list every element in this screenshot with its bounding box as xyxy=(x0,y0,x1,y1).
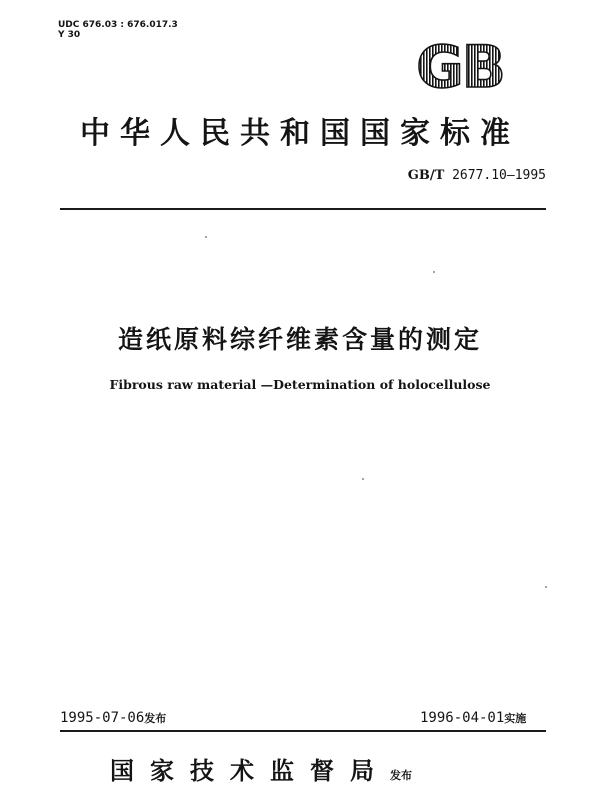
document-title-en: Fibrous raw material —Determination of holocellulose xyxy=(109,377,491,392)
scan-speck xyxy=(545,586,547,588)
scan-speck xyxy=(362,478,364,480)
footer-rule xyxy=(60,730,546,732)
udc-code: UDC 676.03 : 676.017.3 xyxy=(58,20,178,30)
gb-logo xyxy=(405,37,515,91)
header-rule xyxy=(60,208,546,210)
standard-code: 2677.10—1995 xyxy=(444,168,546,183)
issuing-authority xyxy=(110,751,490,786)
scan-speck xyxy=(205,236,207,238)
standard-number xyxy=(362,168,546,183)
national-standard-title: 中华人民共和国国家标准 xyxy=(80,116,520,151)
issued-label: 发布 xyxy=(144,712,167,725)
scan-speck xyxy=(433,271,435,273)
issuing-authority-label: 发布 xyxy=(390,769,412,782)
issued-date-value: 1995-07-06 xyxy=(60,710,145,726)
gb-logo-text: GB xyxy=(416,37,504,91)
classification-codes xyxy=(58,20,178,40)
document-title-cn: 造纸原料综纤维素含量的测定 xyxy=(117,325,482,354)
implemented-date xyxy=(420,710,526,726)
standard-prefix: GB/T xyxy=(407,168,445,183)
issuing-authority-name: 国家技术监督局 xyxy=(110,756,390,785)
implemented-label: 实施 xyxy=(504,712,527,725)
implemented-date-value: 1996-04-01 xyxy=(420,710,505,726)
category-code: Y 30 xyxy=(58,30,81,40)
issued-date xyxy=(60,710,166,726)
